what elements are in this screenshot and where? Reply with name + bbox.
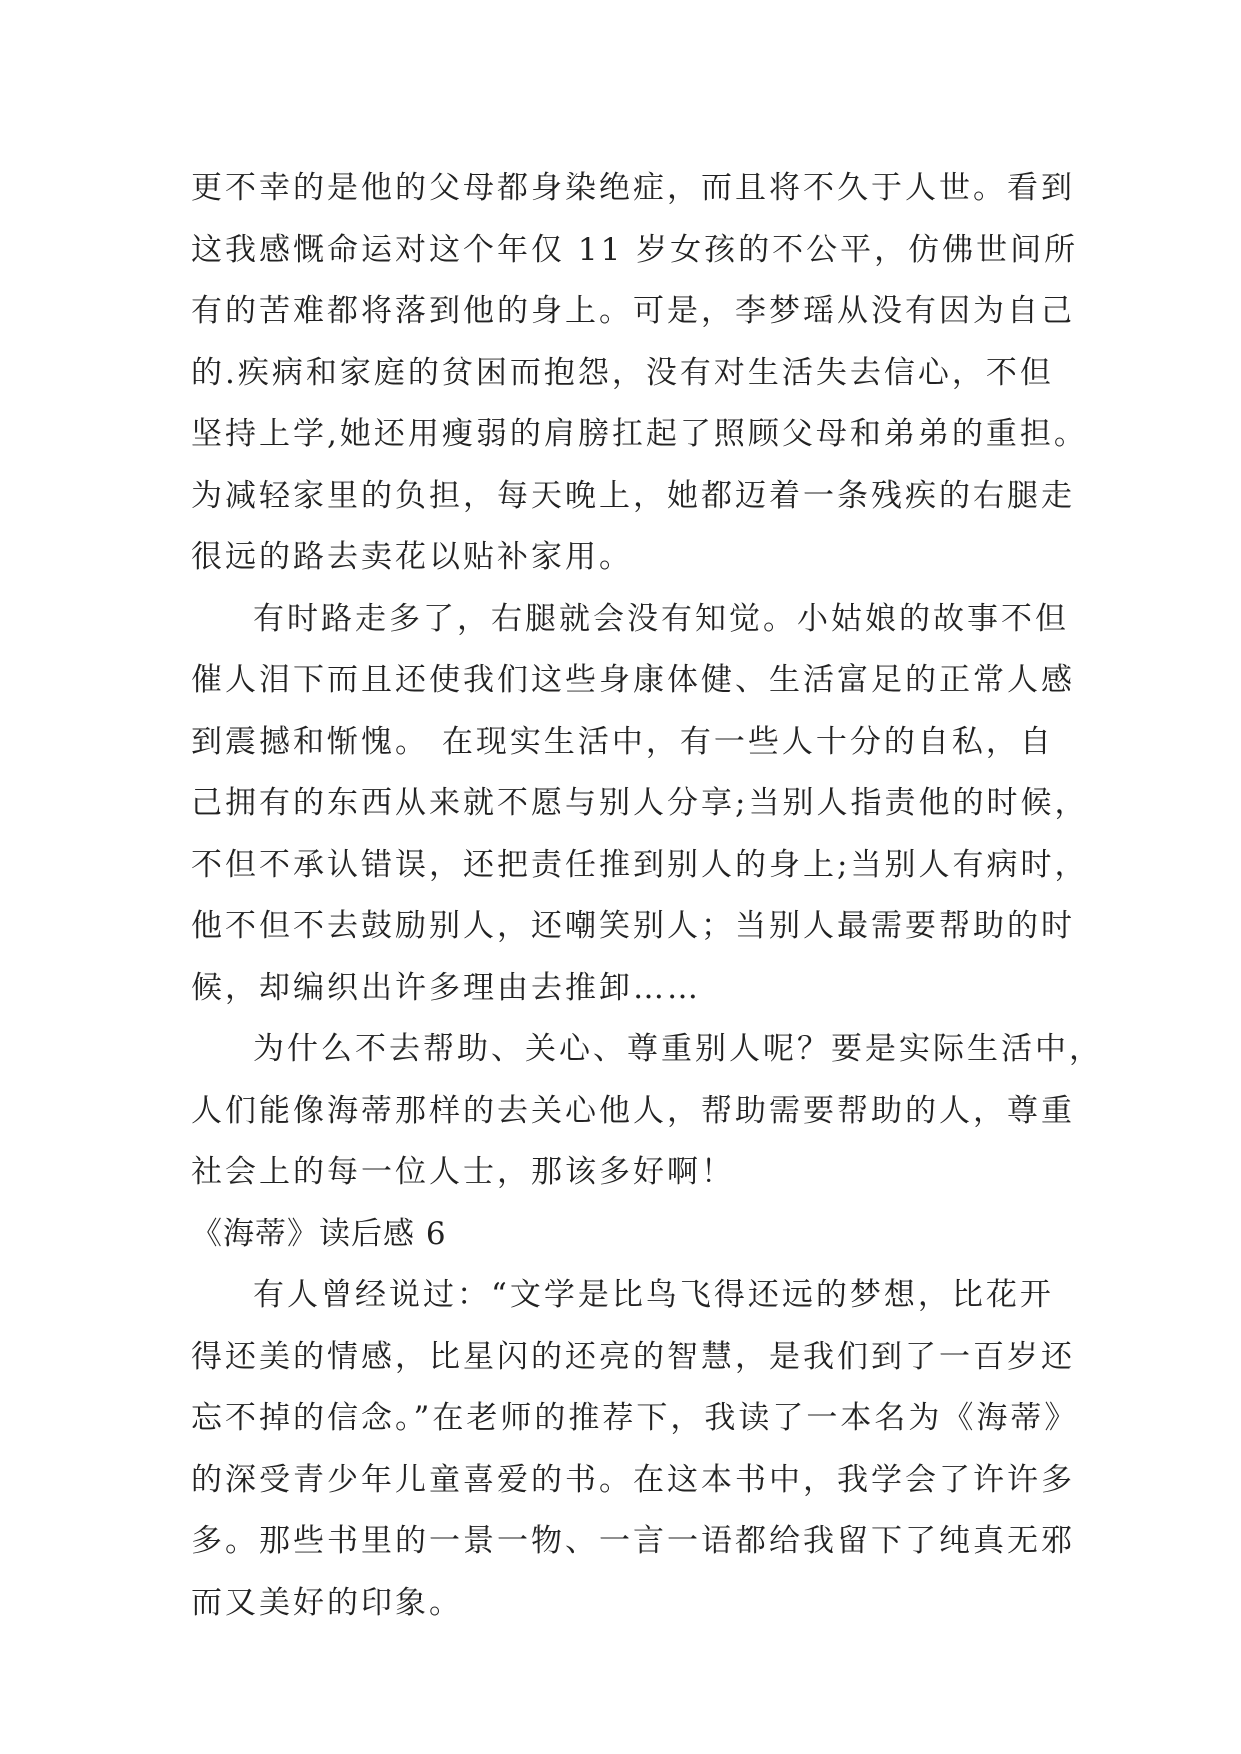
text-line: 很远的路去卖花以贴补家用。	[191, 539, 633, 575]
text-line: 社会上的每一位人士，那该多好啊！	[191, 1154, 735, 1190]
text-line: 不但不承认错误，还把责任推到别人的身上;当别人有病时，	[191, 846, 1089, 883]
text-line: 坚持上学,她还用瘦弱的肩膀扛起了照顾父母和弟弟的重担。	[191, 416, 1088, 452]
text-line: 催人泪下而且还使我们这些身康体健、生活富足的正常人感	[191, 662, 1075, 698]
text-line: 有人曾经说过：“文学是比鸟飞得还远的梦想，比花开	[253, 1277, 1054, 1313]
text-line: 己拥有的东西从来就不愿与别人分享;当别人指责他的时候，	[191, 785, 1089, 821]
paragraph-3	[191, 1019, 1103, 1204]
document-body	[191, 158, 1103, 1634]
text-line: 为什么不去帮助、关心、尊重别人呢？要是实际生活中，	[253, 1031, 1103, 1067]
text-line: 他不但不去鼓励别人，还嘲笑别人；当别人最需要帮助的时	[191, 908, 1075, 944]
paragraph-1	[191, 158, 1088, 589]
text-line: 人们能像海蒂那样的去关心他人，帮助需要帮助的人，尊重	[191, 1092, 1075, 1129]
text-line: 而又美好的印象。	[191, 1584, 463, 1621]
text-line: 有的苦难都将落到他的身上。可是，李梦瑶从没有因为自己	[191, 293, 1075, 329]
text-line: 有时路走多了，右腿就会没有知觉。小姑娘的故事不但	[253, 600, 1069, 637]
text-line: 到震撼和惭愧。 在现实生活中，有一些人十分的自私，自	[191, 723, 1054, 760]
paragraph-4	[191, 1265, 1079, 1634]
text-line: 得还美的情感，比星闪的还亮的智慧，是我们到了一百岁还	[191, 1338, 1075, 1375]
text-line: 的.疾病和家庭的贫困而抱怨，没有对生活失去信心，不但	[191, 354, 1054, 391]
paragraph-2	[191, 589, 1089, 1020]
text-line: 这我感慨命运对这个年仅 11 岁女孩的不公平，仿佛世间所	[191, 231, 1079, 268]
text-line: 的深受青少年儿童喜爱的书。在这本书中，我学会了许许多	[191, 1461, 1075, 1498]
text-line: 多。那些书里的一景一物、一言一语都给我留下了纯真无邪	[191, 1523, 1075, 1559]
text-line: 为减轻家里的负担，每天晚上，她都迈着一条残疾的右腿走	[191, 477, 1075, 514]
text-line: 忘不掉的信念。”在老师的推荐下，我读了一本名为《海蒂》	[191, 1400, 1079, 1436]
text-line: 候，却编织出许多理由去推卸……	[191, 969, 701, 1006]
section-heading: 《海蒂》读后感 6	[191, 1215, 447, 1252]
text-line: 更不幸的是他的父母都身染绝症，而且将不久于人世。看到	[191, 170, 1075, 206]
